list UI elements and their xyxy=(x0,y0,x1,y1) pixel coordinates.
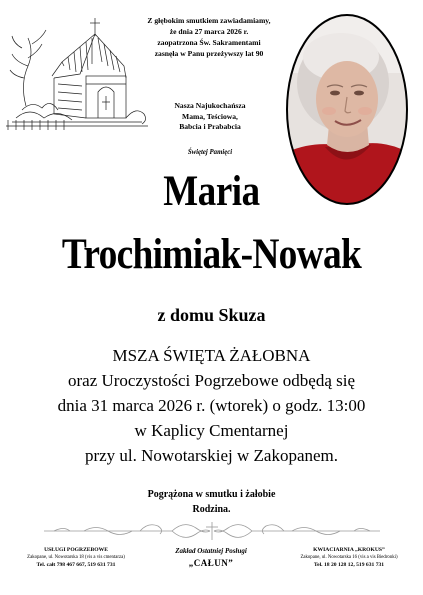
mourners-signature xyxy=(0,487,423,517)
intro-line: że dnia 27 marca 2026 r. xyxy=(169,27,249,36)
family-line: Mama, Teściowa, xyxy=(182,111,238,121)
intro-line: zaopatrzona Św. Sakramentami xyxy=(157,38,261,47)
family-line: Nasza Najukochańsza xyxy=(174,101,246,110)
footer-left-title: USŁUGI POGRZEBOWE xyxy=(44,547,108,553)
intro-line: Z głębokim smutkiem zawiadamiamy, xyxy=(147,16,271,25)
deceased-last-name: Trochimiak-Nowak xyxy=(61,231,362,278)
memory-label: Świętej Pamięci xyxy=(187,149,233,156)
mourners-line: Pogrążona w smutku i żałobie xyxy=(147,489,276,500)
mourners-line: Rodzina. xyxy=(192,504,231,515)
intro-line: zasnęła w Panu przeżywszy lat 90 xyxy=(154,49,264,58)
mass-line: MSZA ŚWIĘTA ŻAŁOBNA xyxy=(112,346,311,365)
mass-line: w Kaplicy Cmentarnej xyxy=(134,421,289,440)
footer-florist xyxy=(284,546,414,569)
footer-right-title: KWIACIARNIA „KROKUS” xyxy=(313,547,385,553)
footer-funeral-home xyxy=(152,546,270,570)
maiden-name: z domu Skuza xyxy=(157,305,266,325)
deceased-first-name: Maria xyxy=(163,168,260,215)
family-relations xyxy=(150,101,270,133)
footer-right-phone: Tel. 18 20 128 12, 519 631 731 xyxy=(313,562,385,569)
footer-mid-title: Zakład Ostatniej Posługi xyxy=(175,547,247,555)
footer-left-phone: Tel. całt 798 467 667, 519 631 731 xyxy=(36,562,116,569)
ornament-divider xyxy=(44,518,380,544)
mass-line: dnia 31 marca 2026 r. (wtorek) o godz. 13:00 xyxy=(57,396,366,415)
mass-line: oraz Uroczystości Pogrzebowe odbędą się xyxy=(67,371,355,390)
footer-mid-name: „CAŁUN” xyxy=(188,558,234,568)
footer-right-address: Zakopane, ul. Nowotarska 16 (vis a vis Biedronki) xyxy=(300,555,398,560)
family-line: Babcia i Prababcia xyxy=(179,122,241,131)
mass-line: przy ul. Nowotarskiej w Zakopanem. xyxy=(84,446,339,465)
intro-notice xyxy=(126,15,292,59)
footer-left-address: Zakopane, ul. Nowotarska 18 (vis a vis cmentarza) xyxy=(27,555,125,560)
funeral-mass-info xyxy=(0,343,423,468)
footer-funeral-services xyxy=(12,546,140,569)
